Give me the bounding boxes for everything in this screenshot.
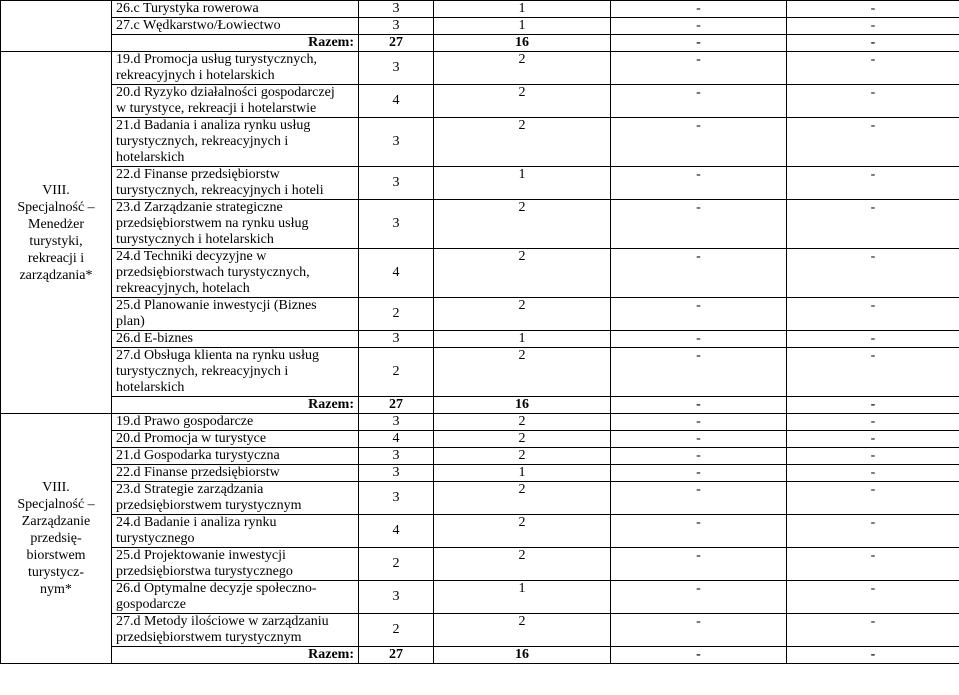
subject-line: 26.d E-biznes: [116, 331, 193, 346]
table-row: [1, 614, 959, 647]
subject-cell: [112, 331, 359, 348]
exercises-cell: 2: [434, 298, 611, 331]
subject-line: turystycznych, rekreacyjnych i: [116, 134, 289, 149]
lab-cell: -: [611, 331, 787, 348]
subject-line: 19.d Promocja usług turystycznych,: [116, 52, 318, 67]
specialization-label: Zarządzanie: [21, 514, 91, 529]
table-row: [1, 515, 959, 548]
exercises-cell: 1: [434, 1, 611, 18]
subject-cell: [112, 515, 359, 548]
subject-line: przedsiębiorstwem na rynku usług: [116, 216, 309, 231]
subject-cell: [112, 348, 359, 397]
subject-cell: [112, 548, 359, 581]
subject-cell: [112, 298, 359, 331]
subject-cell: [112, 200, 359, 249]
lectures-cell: 3: [359, 581, 434, 614]
exercises-cell: 1: [434, 465, 611, 482]
subject-line: hotelarskich: [116, 150, 185, 165]
lab-cell: -: [611, 1, 787, 18]
total-exercises: 16: [434, 397, 611, 414]
subject-cell: [112, 482, 359, 515]
lectures-cell: 4: [359, 515, 434, 548]
total-row: [1, 35, 959, 52]
total-label: Razem:: [112, 35, 359, 52]
subject-line: 27.d Obsługa klienta na rynku usług: [116, 348, 319, 363]
subject-cell: [112, 414, 359, 431]
lectures-cell: 3: [359, 331, 434, 348]
subject-cell: [112, 85, 359, 118]
lectures-cell: 4: [359, 431, 434, 448]
total-lectures: 27: [359, 647, 434, 664]
subject-line: 25.d Planowanie inwestycji (Biznes: [116, 298, 317, 313]
lab-cell: -: [611, 431, 787, 448]
project-cell: -: [787, 52, 959, 85]
subject-line: rekreacyjnych i hotelarskich: [116, 68, 275, 83]
subject-line: 27.d Metody ilościowe w zarządzaniu: [116, 614, 329, 629]
project-cell: -: [787, 414, 959, 431]
table-row: [1, 200, 959, 249]
specialization-label: zarządzania*: [19, 267, 93, 283]
lab-cell: -: [611, 482, 787, 515]
exercises-cell: 2: [434, 85, 611, 118]
exercises-cell: 2: [434, 448, 611, 465]
specialization-label: Specjalność –: [17, 497, 95, 512]
exercises-cell: 2: [434, 414, 611, 431]
total-project: -: [787, 647, 959, 664]
lab-cell: -: [611, 118, 787, 167]
lectures-cell: 2: [359, 348, 434, 397]
lectures-cell: 3: [359, 18, 434, 35]
specialization-label: VIII.: [42, 480, 70, 495]
project-cell: -: [787, 85, 959, 118]
subject-line: hotelarskich: [116, 380, 185, 395]
project-cell: -: [787, 581, 959, 614]
table-row: [1, 249, 959, 298]
exercises-cell: 2: [434, 515, 611, 548]
subject-line: 26.d Optymalne decyzje społeczno-: [116, 581, 317, 596]
table-row: [1, 85, 959, 118]
project-cell: -: [787, 548, 959, 581]
specialization-label: Specjalność –: [17, 199, 95, 215]
total-row: [1, 647, 959, 664]
exercises-cell: 2: [434, 200, 611, 249]
subject-cell: 26.c Turystyka rowerowa: [112, 1, 359, 18]
total-lab: -: [611, 35, 787, 52]
project-cell: -: [787, 118, 959, 167]
subject-line: przedsiębiorstwa turystycznego: [116, 564, 293, 579]
subject-line: w turystyce, rekreacji i hotelarstwie: [116, 101, 317, 116]
table-row: [1, 167, 959, 200]
specialization-label: VIII.: [42, 182, 70, 198]
subject-line: plan): [116, 314, 145, 329]
table-row: [1, 52, 959, 85]
subject-line: turystycznych, rekreacyjnych i: [116, 364, 289, 379]
total-exercises: 16: [434, 35, 611, 52]
lectures-cell: 3: [359, 482, 434, 515]
subject-line: przedsiębiorstwem turystycznym: [116, 630, 302, 645]
lab-cell: -: [611, 18, 787, 35]
subject-line: gospodarcze: [116, 597, 186, 612]
table-row: [1, 331, 959, 348]
subject-cell: [112, 167, 359, 200]
total-lectures: 27: [359, 397, 434, 414]
lab-cell: -: [611, 548, 787, 581]
lab-cell: -: [611, 85, 787, 118]
table-row: [1, 431, 959, 448]
exercises-cell: 2: [434, 118, 611, 167]
exercises-cell: 2: [434, 348, 611, 397]
curriculum-body: [1, 1, 959, 664]
specialization-label: rekreacji i: [27, 250, 85, 266]
table-row: [1, 548, 959, 581]
subject-line: przedsiębiorstwem turystycznym: [116, 498, 302, 513]
exercises-cell: 2: [434, 52, 611, 85]
total-row: [1, 397, 959, 414]
exercises-cell: 2: [434, 482, 611, 515]
subject-cell: [112, 581, 359, 614]
table-row: [1, 348, 959, 397]
exercises-cell: 2: [434, 431, 611, 448]
project-cell: -: [787, 431, 959, 448]
project-cell: -: [787, 515, 959, 548]
subject-cell: [112, 118, 359, 167]
subject-cell: [112, 465, 359, 482]
total-project: -: [787, 397, 959, 414]
specialization-label: turystyki,: [29, 233, 83, 249]
subject-line: 19.d Prawo gospodarcze: [116, 414, 254, 429]
exercises-cell: 1: [434, 581, 611, 614]
exercises-cell: 1: [434, 167, 611, 200]
lectures-cell: 3: [359, 118, 434, 167]
lectures-cell: 3: [359, 1, 434, 18]
exercises-cell: 2: [434, 548, 611, 581]
lab-cell: -: [611, 200, 787, 249]
lab-cell: -: [611, 465, 787, 482]
lab-cell: -: [611, 614, 787, 647]
lectures-cell: 3: [359, 200, 434, 249]
subject-line: 22.d Finanse przedsiębiorstw: [116, 465, 280, 480]
table-row: [1, 118, 959, 167]
project-cell: -: [787, 249, 959, 298]
subject-line: 21.d Badania i analiza rynku usług: [116, 118, 311, 133]
specialization-cell-continued: [1, 1, 112, 52]
subject-cell: [112, 249, 359, 298]
total-lab: -: [611, 397, 787, 414]
project-cell: -: [787, 1, 959, 18]
subject-line: 20.d Promocja w turystyce: [116, 431, 267, 446]
subject-line: 22.d Finanse przedsiębiorstw: [116, 167, 280, 182]
lectures-cell: 2: [359, 548, 434, 581]
table-row: [1, 448, 959, 465]
lab-cell: -: [611, 414, 787, 431]
subject-cell: 27.c Wędkarstwo/Łowiectwo: [112, 18, 359, 35]
lab-cell: -: [611, 167, 787, 200]
subject-cell: [112, 52, 359, 85]
subject-line: 25.d Projektowanie inwestycji: [116, 548, 286, 563]
exercises-cell: 2: [434, 614, 611, 647]
total-label: Razem:: [112, 647, 359, 664]
exercises-cell: 2: [434, 249, 611, 298]
exercises-cell: 1: [434, 331, 611, 348]
subject-cell: [112, 448, 359, 465]
project-cell: -: [787, 482, 959, 515]
specialization-label: przedsię-: [30, 531, 82, 546]
specialization-cell: [1, 52, 112, 414]
lab-cell: -: [611, 298, 787, 331]
specialization-label: biorstwem: [26, 548, 86, 563]
lab-cell: -: [611, 448, 787, 465]
lectures-cell: 2: [359, 298, 434, 331]
total-project: -: [787, 35, 959, 52]
subject-line: 23.d Strategie zarządzania: [116, 482, 264, 497]
subject-line: turystycznych i hotelarskich: [116, 232, 274, 247]
total-lab: -: [611, 647, 787, 664]
subject-line: turystycznych, rekreacyjnych i hoteli: [116, 183, 324, 198]
subject-line: turystycznego: [116, 531, 195, 546]
total-exercises: 16: [434, 647, 611, 664]
project-cell: -: [787, 448, 959, 465]
subject-line: 24.d Techniki decyzyjne w: [116, 249, 267, 264]
lectures-cell: 4: [359, 85, 434, 118]
project-cell: -: [787, 614, 959, 647]
project-cell: -: [787, 465, 959, 482]
lectures-cell: 3: [359, 52, 434, 85]
table-row: [1, 1, 959, 18]
lab-cell: -: [611, 249, 787, 298]
table-row: [1, 482, 959, 515]
project-cell: -: [787, 348, 959, 397]
specialization-cell: [1, 414, 112, 664]
lab-cell: -: [611, 581, 787, 614]
subject-line: rekreacyjnych, hotelach: [116, 281, 250, 296]
lab-cell: -: [611, 348, 787, 397]
lectures-cell: 3: [359, 414, 434, 431]
table-row: [1, 465, 959, 482]
lectures-cell: 3: [359, 465, 434, 482]
subject-cell: [112, 614, 359, 647]
lectures-cell: 4: [359, 249, 434, 298]
specialization-label: nym*: [40, 582, 72, 597]
subject-line: 23.d Zarządzanie strategiczne: [116, 200, 283, 215]
subject-line: 24.d Badanie i analiza rynku: [116, 515, 277, 530]
subject-line: 20.d Ryzyko działalności gospodarczej: [116, 85, 335, 100]
project-cell: -: [787, 200, 959, 249]
project-cell: -: [787, 18, 959, 35]
table-row: [1, 581, 959, 614]
table-row: [1, 18, 959, 35]
lectures-cell: 3: [359, 448, 434, 465]
specialization-label: turystycz-: [28, 565, 84, 580]
total-label: Razem:: [112, 397, 359, 414]
table-row: [1, 298, 959, 331]
subject-line: przedsiębiorstwach turystycznych,: [116, 265, 310, 280]
project-cell: -: [787, 331, 959, 348]
lectures-cell: 3: [359, 167, 434, 200]
lectures-cell: 2: [359, 614, 434, 647]
project-cell: -: [787, 298, 959, 331]
lab-cell: -: [611, 515, 787, 548]
project-cell: -: [787, 167, 959, 200]
total-lectures: 27: [359, 35, 434, 52]
subject-cell: [112, 431, 359, 448]
exercises-cell: 1: [434, 18, 611, 35]
specialization-label: Menedżer: [28, 216, 84, 232]
table-row: [1, 414, 959, 431]
subject-line: 21.d Gospodarka turystyczna: [116, 448, 280, 463]
lab-cell: -: [611, 52, 787, 85]
